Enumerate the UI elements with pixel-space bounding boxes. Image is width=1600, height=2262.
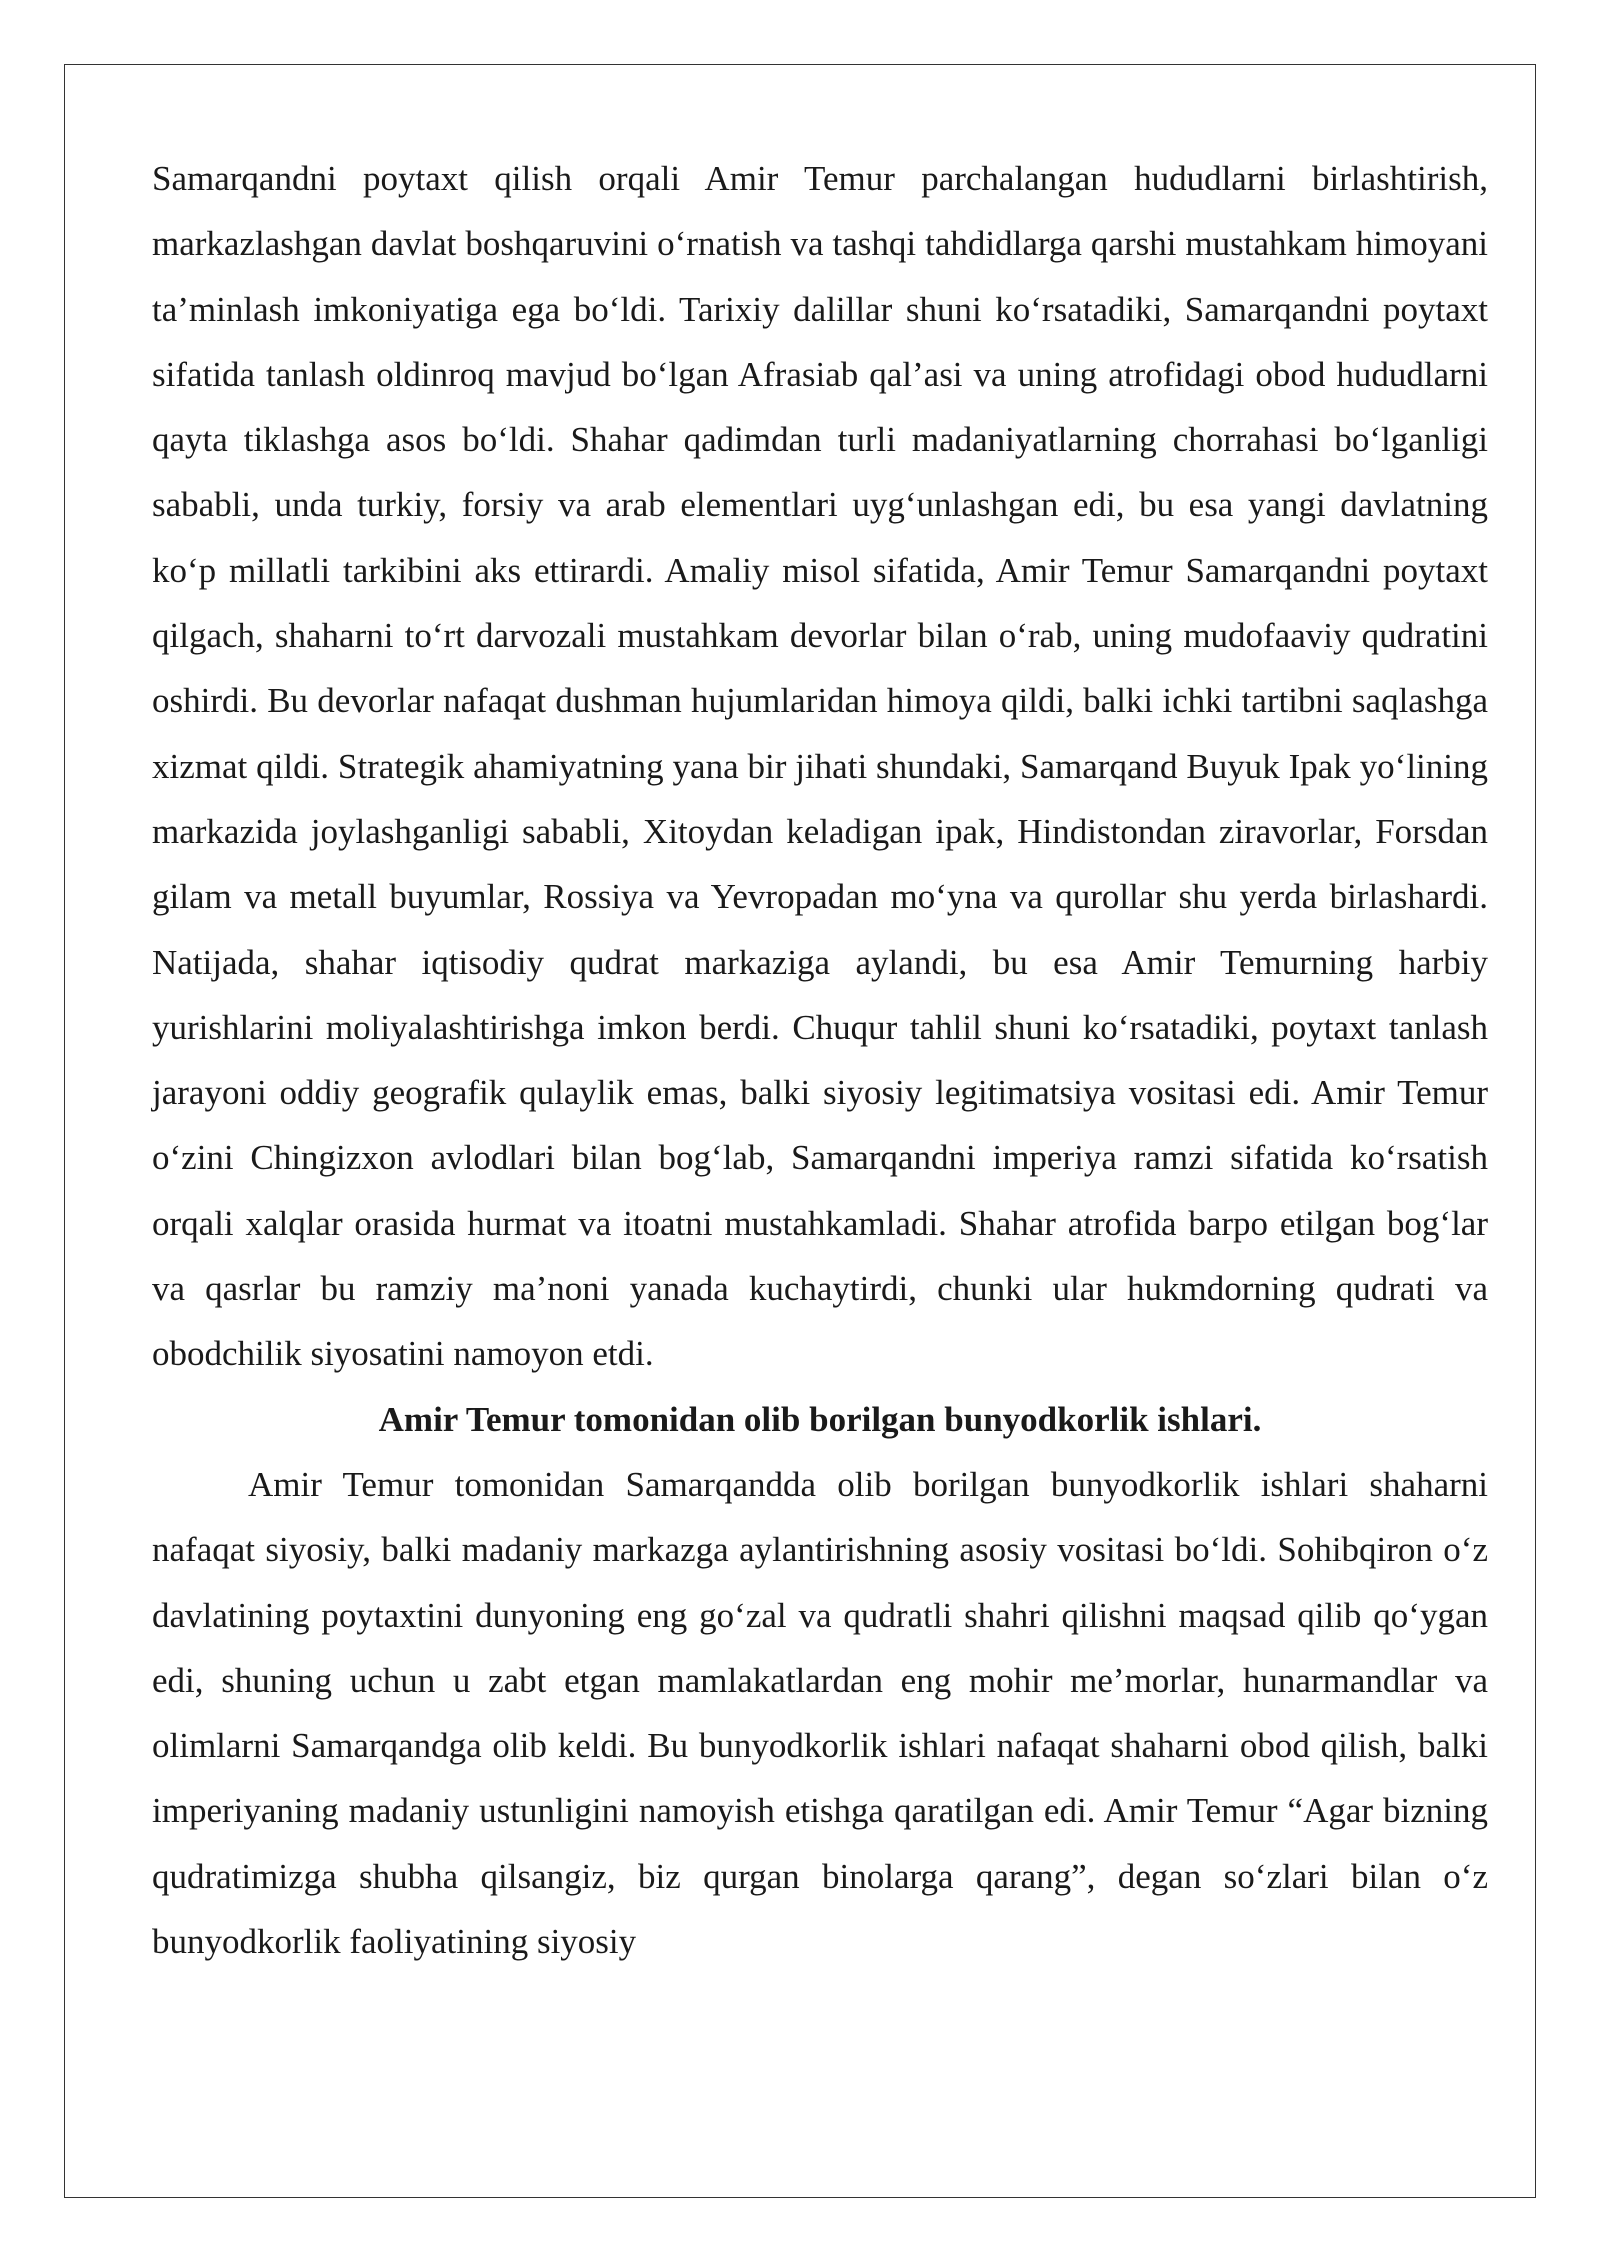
body-paragraph-1: Samarqandni poytaxt qilish orqali Amir Temur parchalangan hududlarni birlashtirish, markazlashgan davlat boshqaruvini o‘rnatish va tashqi tahdidlarga qarshi mustahkam himoyani ta’minlash imkoniyatiga ega bo‘ldi. Tarixiy dalillar shuni ko‘rsatadiki, Samarqandni poytaxt sifatida tanlash oldinroq mavjud bo‘lgan Afrasiab qal’asi va uning atrofidagi obod hududlarni qayta tiklashga asos bo‘ldi. Shahar qadimdan turli madaniyatlarning chorrahasi bo‘lganligi sababli, unda turkiy, forsiy va arab elementlari uyg‘unlashgan edi, bu esa yangi davlatning ko‘p millatli tarkibini aks ettirardi. Amaliy misol sifatida, Amir Temur Samarqandni poytaxt qilgach, shaharni to‘rt darvozali mustahkam devorlar bilan o‘rab, uning mudofaaviy qudratini oshirdi. Bu devorlar nafaqat dushman hujumlaridan himoya qildi, balki ichki tartibni saqlashga xizmat qildi. Strategik ahamiyatning yana bir jihati shundaki, Samarqand Buyuk Ipak yo‘lining markazida joylashganligi sababli, Xitoydan keladigan ipak, Hindistondan ziravorlar, Forsdan gilam va metall buyumlar, Rossiya va Yevropadan mo‘yna va qurollar shu yerda birlashardi. Natijada, shahar iqtisodiy qudrat markaziga aylandi, bu esa Amir Temurning harbiy yurishlarini moliyalashtirishga imkon berdi. Chuqur tahlil shuni ko‘rsatadiki, poytaxt tanlash jarayoni oddiy geografik qulaylik emas, balki siyosiy legitimatsiya vositasi edi. Amir Temur o‘zini Chingizxon avlodlari bilan bog‘lab, Samarqandni imperiya ramzi sifatida ko‘rsatish orqali xalqlar orasida hurmat va itoatni mustahkamladi. Shahar atrofida barpo etilgan bog‘lar va qasrlar bu ramziy ma’noni yanada kuchaytirdi, chunki ular hukmdorning qudrati va obodchilik siyosatini namoyon etdi. [152, 159, 1488, 1374]
document-body [152, 146, 1488, 1974]
section-heading: Amir Temur tomonidan olib borilgan bunyodkorlik ishlari. [378, 1399, 1262, 1439]
body-paragraph-2: Amir Temur tomonidan Samarqandda olib borilgan bunyodkorlik ishlari shaharni nafaqat siyosiy, balki madaniy markazga aylantirishning asosiy vositasi bo‘ldi. Sohibqiron o‘z davlatining poytaxtini dunyoning eng go‘zal va qudratli shahri qilishni maqsad qilib qo‘ygan edi, shuning uchun u zabt etgan mamlakatlardan eng mohir me’morlar, hunarmandlar va olimlarni Samarqandga olib keldi. Bu bunyodkorlik ishlari nafaqat shaharni obod qilish, balki imperiyaning madaniy ustunligini namoyish etishga qaratilgan edi. Amir Temur “Agar bizning qudratimizga shubha qilsangiz, biz qurgan binolarga qarang”, degan so‘zlari bilan o‘z bunyodkorlik faoliyatining siyosiy [152, 1464, 1488, 1962]
